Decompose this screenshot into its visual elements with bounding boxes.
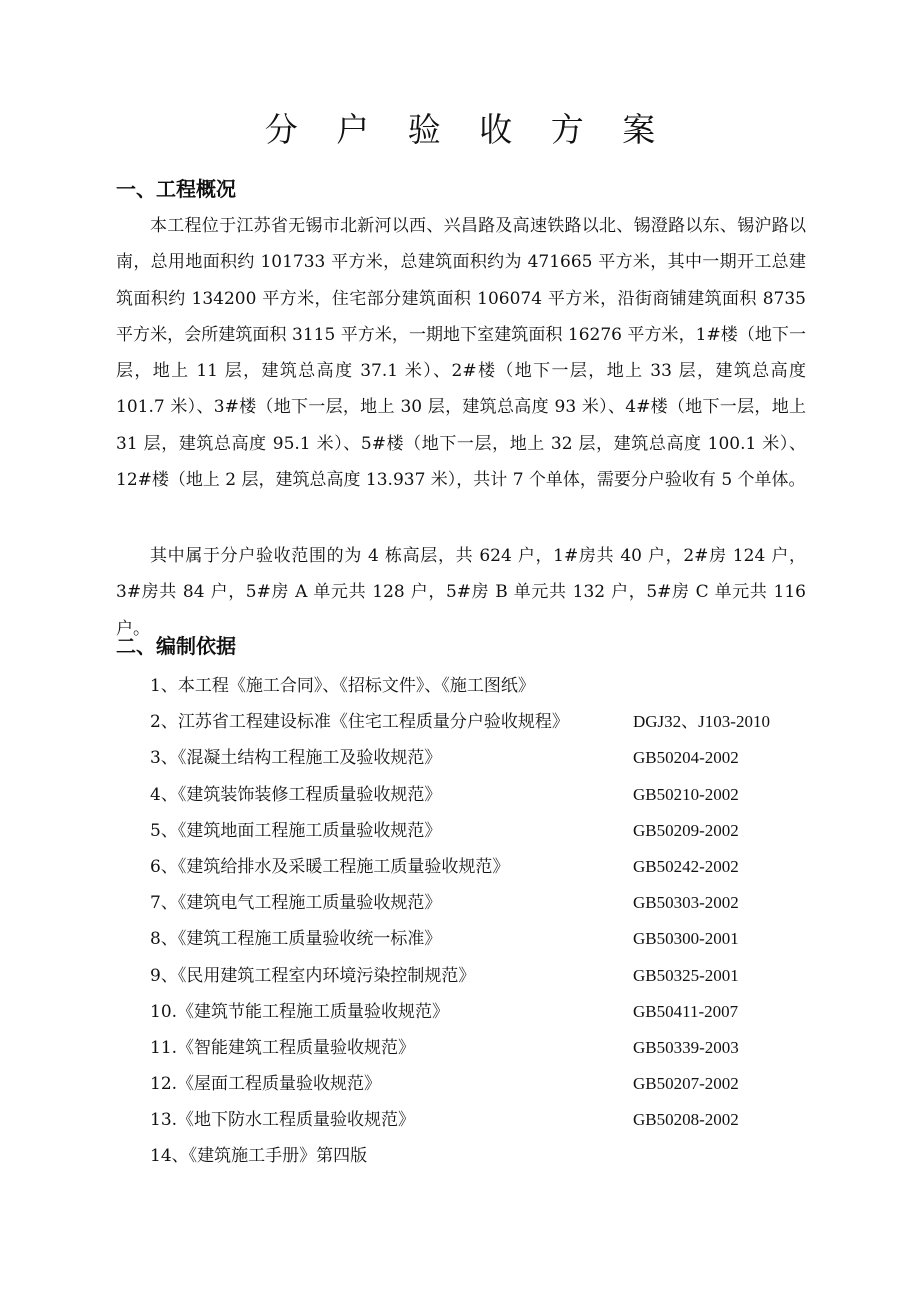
reference-code: GB50204-2002 (633, 748, 739, 768)
reference-name: 6、《建筑给排水及采暖工程施工质量验收规范》 (150, 856, 510, 877)
reference-name: 7、《建筑电气工程施工质量验收规范》 (150, 893, 442, 914)
reference-code: GB50208-2002 (633, 1110, 739, 1130)
reference-item (150, 994, 830, 1030)
section-heading-overview: 一、工程概况 (116, 177, 236, 201)
reference-item (150, 885, 830, 921)
reference-item (150, 1138, 830, 1174)
reference-code: GB50300-2001 (633, 929, 739, 949)
reference-code: GB50339-2003 (633, 1037, 739, 1057)
reference-item (150, 1066, 830, 1102)
reference-name: 3、《混凝土结构工程施工及验收规范》 (150, 748, 442, 769)
reference-item (150, 1102, 830, 1138)
reference-list (150, 668, 830, 1175)
reference-item (150, 668, 830, 704)
reference-item (150, 921, 830, 957)
document-title: 分 户 验 收 方 案 (264, 110, 670, 149)
reference-item (150, 958, 830, 994)
reference-name: 2、江苏省工程建设标准《住宅工程质量分户验收规程》 (150, 712, 569, 733)
reference-code: GB50411-2007 (633, 1001, 739, 1021)
reference-item (150, 849, 830, 885)
reference-item (150, 1030, 830, 1066)
reference-item (150, 704, 830, 740)
reference-name: 1、本工程《施工合同》、《招标文件》、《施工图纸》 (150, 676, 535, 696)
reference-name: 8、《建筑工程施工质量验收统一标准》 (150, 929, 442, 950)
reference-name: 9、《民用建筑工程室内环境污染控制规范》 (150, 965, 476, 986)
reference-item (150, 740, 830, 776)
section-heading-basis: 二、编制依据 (116, 634, 236, 658)
overview-paragraph-2: 其中属于分户验收范围的为 4 栋高层，共 624 户，1#房共 40 户，2#房 124 户，3#房共 84 户，5#房 A 单元共 128 户，5#房 B 单元共 132 户，5#房 C 单元共 116 户。 (116, 546, 806, 639)
reference-code: GB50242-2002 (633, 856, 739, 876)
reference-item (150, 777, 830, 813)
reference-code: GB50325-2001 (633, 965, 739, 985)
reference-code: GB50303-2002 (633, 893, 739, 913)
reference-name: 5、《建筑地面工程施工质量验收规范》 (150, 820, 442, 841)
reference-name: 4、《建筑装饰装修工程质量验收规范》 (150, 784, 442, 805)
reference-name: 14、《建筑施工手册》第四版 (150, 1146, 368, 1167)
reference-name: 11.《智能建筑工程质量验收规范》 (150, 1037, 416, 1058)
reference-name: 13.《地下防水工程质量验收规范》 (150, 1110, 416, 1131)
reference-name: 12.《屋面工程质量验收规范》 (150, 1074, 382, 1095)
reference-code: GB50210-2002 (633, 784, 739, 804)
reference-code: DGJ32、J103-2010 (633, 712, 770, 732)
overview-paragraph-1: 本工程位于江苏省无锡市北新河以西、兴昌路及高速铁路以北、锡澄路以东、锡沪路以南，总用地面积约 101733 平方米，总建筑面积约为 471665 平方米，其中一期开工总建筑面积约 134200 平方米，住宅部分建筑面积 106074 平方米，沿街商铺建筑面积 8735 平方米，会所建筑面积 3115 平方米，一期地下室建筑面积 16276 平方米，1#楼（地下一层，地上 11 层，建筑总高度 37.1 米）、2#楼（地下一层，地上 33 层，建筑总高度 101.7 米）、3#楼（地下一层，地上 30 层，建筑总高度 93 米）、4#楼（地下一层，地上 31 层，建筑总高度 95.1 米）、5#楼（地下一层，地上 32 层，建筑总高度 100.1 米）、12#楼（地上 2 层，建筑总高度 13.937 米），共计 7 个单体，需要分户验收有 5 个单体。 (116, 216, 806, 491)
reference-name: 10.《建筑节能工程施工质量验收规范》 (150, 1001, 450, 1022)
reference-code: GB50209-2002 (633, 820, 739, 840)
reference-item (150, 813, 830, 849)
reference-code: GB50207-2002 (633, 1074, 739, 1094)
